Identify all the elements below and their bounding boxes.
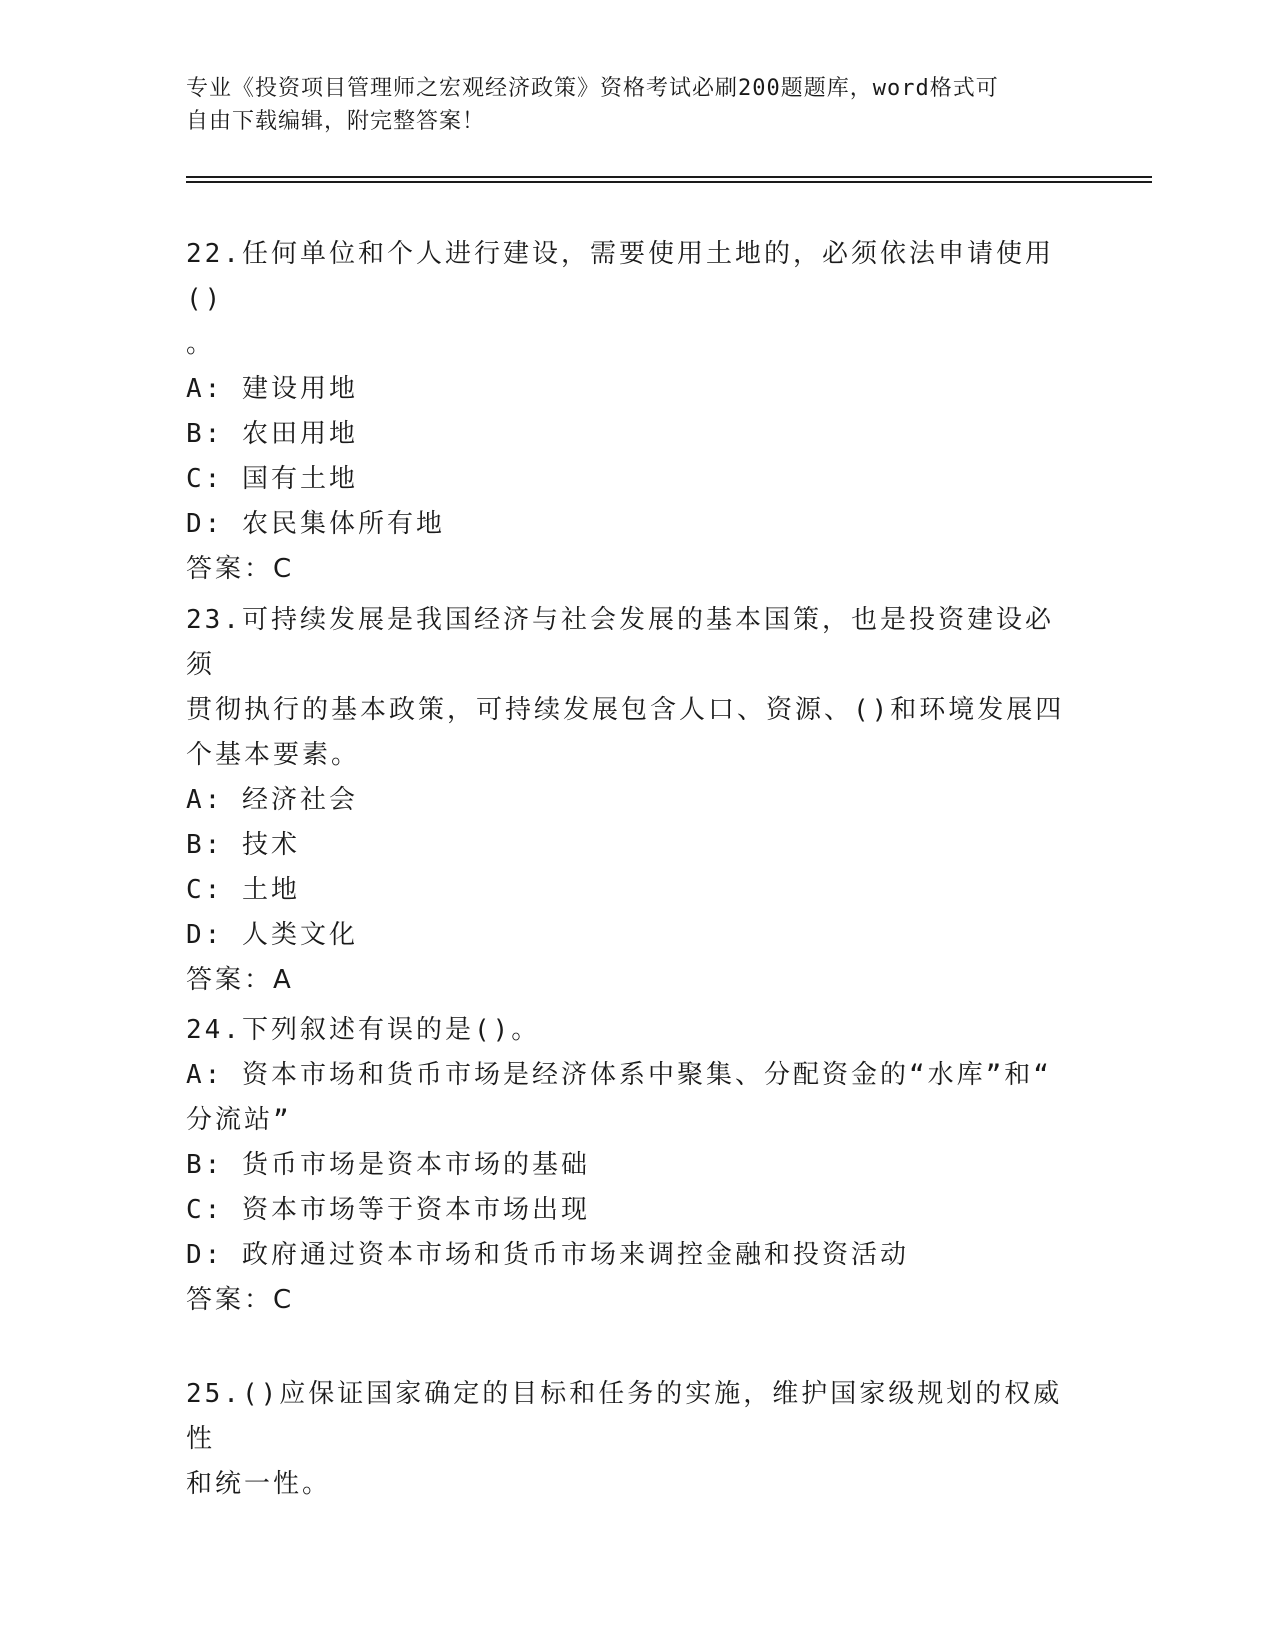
option-a: A: 经济社会 (186, 785, 358, 815)
question-stem: 个基本要素。 (186, 740, 361, 770)
question-stem: 25.()应保证国家确定的目标和任务的实施，维护国家级规划的权威性 (186, 1379, 1063, 1454)
header-line-2: 自由下载编辑，附完整答案！ (186, 109, 486, 134)
header-line-1: 专业《投资项目管理师之宏观经济政策》资格考试必刷200题题库，word格式可 (186, 76, 999, 101)
answer: 答案：C (186, 1285, 295, 1315)
question-stem: 22.任何单位和个人进行建设，需要使用土地的，必须依法申请使用() (186, 239, 1054, 314)
question-stem: 。 (186, 329, 216, 359)
question-stem: 24.下列叙述有误的是()。 (186, 1015, 541, 1045)
option-a-continued: 分流站” (186, 1105, 292, 1135)
answer: 答案：C (186, 554, 295, 584)
document-header (186, 72, 1066, 138)
question-stem: 贯彻执行的基本政策，可持续发展包含人口、资源、()和环境发展四 (186, 695, 1065, 725)
option-b: B: 货币市场是资本市场的基础 (186, 1150, 590, 1180)
question-stem: 23.可持续发展是我国经济与社会发展的基本国策，也是投资建设必须 (186, 605, 1054, 680)
header-divider-top (186, 176, 1152, 178)
option-c: C: 资本市场等于资本市场出现 (186, 1195, 590, 1225)
option-b: B: 技术 (186, 830, 300, 860)
option-c: C: 土地 (186, 875, 300, 905)
question-25 (186, 1372, 1076, 1507)
option-a: A: 资本市场和货币市场是经济体系中聚集、分配资金的“水库”和“ (186, 1060, 1052, 1090)
question-22 (186, 232, 1076, 592)
option-d: D: 政府通过资本市场和货币市场来调控金融和投资活动 (186, 1240, 909, 1270)
question-23 (186, 598, 1076, 1003)
option-d: D: 农民集体所有地 (186, 509, 445, 539)
question-stem: 和统一性。 (186, 1469, 332, 1499)
option-d: D: 人类文化 (186, 920, 358, 950)
header-divider-bottom (186, 181, 1152, 183)
option-a: A: 建设用地 (186, 374, 358, 404)
option-b: B: 农田用地 (186, 419, 358, 449)
option-c: C: 国有土地 (186, 464, 358, 494)
answer: 答案：A (186, 965, 294, 995)
question-24 (186, 1008, 1076, 1323)
